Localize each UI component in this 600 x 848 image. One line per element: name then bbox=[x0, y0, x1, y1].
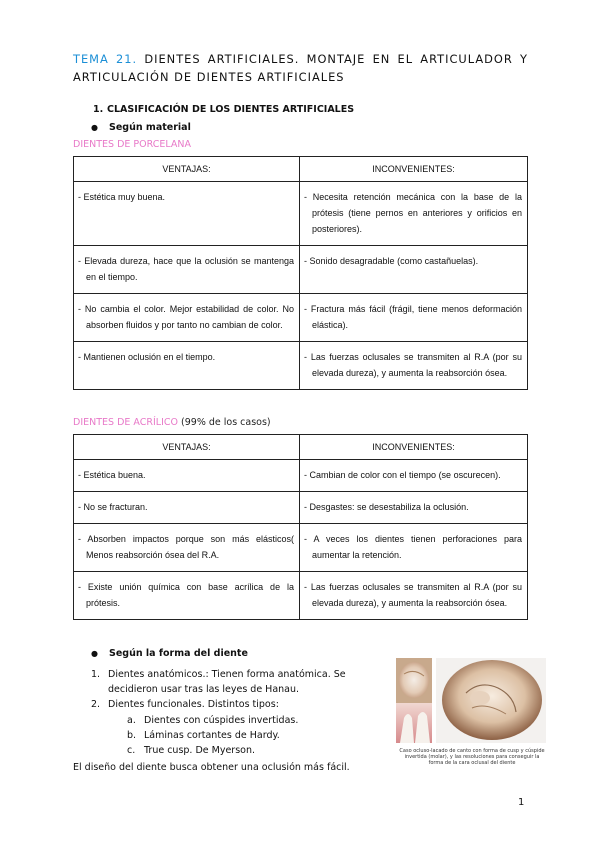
title-text: DIENTES ARTIFICIALES. MONTAJE EN EL ARTICULADOR Y ARTICULACIÓN DE DIENTES ARTIFICIALES bbox=[73, 52, 528, 84]
ventaja-cell: - Estética buena. bbox=[78, 470, 146, 480]
table-row bbox=[74, 524, 528, 572]
sublist-item-text: Dientes con cúspides invertidas. bbox=[144, 715, 299, 726]
sublist-item-text: Láminas cortantes de Hardy. bbox=[144, 730, 280, 741]
tema-number: TEMA 21. bbox=[73, 52, 138, 66]
table-row bbox=[74, 492, 528, 524]
table-row bbox=[74, 342, 528, 390]
table-row bbox=[74, 460, 528, 492]
inconveniente-cell: - Desgastes: se desestabiliza la oclusión. bbox=[304, 502, 469, 512]
col-inconvenientes: INCONVENIENTES: bbox=[300, 435, 528, 460]
table-row bbox=[74, 182, 528, 246]
acrilico-heading-text: DIENTES DE ACRÍLICO bbox=[73, 417, 178, 428]
bullet-material bbox=[91, 122, 191, 133]
closing-sentence: El diseño del diente busca obtener una oclusión más fácil. bbox=[73, 762, 350, 773]
photo-caption: Caso ocluso-lacado de canto con forma de cusp y cúspide invertida (molar), y las resoluciones para conseguir la forma de la cara oclusal del diente bbox=[399, 748, 545, 766]
table-header-row bbox=[74, 157, 528, 182]
bullet-forma-label: Según la forma del diente bbox=[109, 648, 248, 659]
sublist-item-text: True cusp. De Myerson. bbox=[144, 745, 256, 756]
sublist-item: c. True cusp. De Myerson. bbox=[127, 743, 377, 758]
page-number: 1 bbox=[518, 797, 525, 808]
acrilico-note: (99% de los casos) bbox=[178, 417, 271, 428]
table-header-row bbox=[74, 435, 528, 460]
col-ventajas: VENTAJAS: bbox=[74, 157, 300, 182]
inconveniente-cell: - Las fuerzas oclusales se transmiten al R.A (por su elevada dureza), y aumenta la reabsorción ósea. bbox=[304, 582, 522, 608]
ventaja-cell: - No cambia el color. Mejor estabilidad de color. No absorben fluidos y por tanto no cambian de color. bbox=[78, 304, 294, 330]
list-item-text: Dientes funcionales. Distintos tipos: bbox=[108, 699, 279, 710]
ventaja-cell: - Existe unión química con base acrílica de la prótesis. bbox=[78, 582, 294, 608]
porcelana-heading: DIENTES DE PORCELANA bbox=[73, 139, 192, 150]
porcelana-table bbox=[73, 156, 528, 390]
section-number: 1. bbox=[93, 104, 104, 115]
inconveniente-cell: - Las fuerzas oclusales se transmiten al R.A (por su elevada dureza), y aumenta la reabsorción ósea. bbox=[304, 352, 522, 378]
section-label: CLASIFICACIÓN DE LOS DIENTES ARTIFICIALES bbox=[107, 104, 355, 115]
acrilico-table bbox=[73, 434, 528, 620]
bullet-forma bbox=[91, 648, 248, 659]
section-heading bbox=[93, 104, 354, 115]
ventaja-cell: - Elevada dureza, hace que la oclusión se mantenga en el tiempo. bbox=[78, 256, 294, 282]
inconveniente-cell: - Cambian de color con el tiempo (se oscurecen). bbox=[304, 470, 501, 480]
ventaja-cell: - Absorben impactos porque son más elásticos( Menos reabsorción ósea del R.A. bbox=[78, 534, 294, 560]
table-row bbox=[74, 572, 528, 620]
list-item: 1. Dientes anatómicos.: Tienen forma anatómica. Se decidieron usar tras las leyes de Hanau. bbox=[91, 667, 391, 697]
page-title bbox=[73, 50, 528, 86]
acrilico-heading bbox=[73, 417, 271, 428]
ventaja-cell: - Mantienen oclusión en el tiempo. bbox=[78, 352, 216, 362]
teeth-photos bbox=[396, 658, 548, 748]
list-item: 2. Dientes funcionales. Distintos tipos: bbox=[91, 697, 391, 712]
ventaja-cell: - Estética muy buena. bbox=[78, 192, 166, 202]
bullet-material-label: Según material bbox=[109, 122, 191, 133]
inconveniente-cell: - A veces los dientes tienen perforaciones para aumentar la retención. bbox=[304, 534, 522, 560]
bullet-icon: ● bbox=[91, 649, 98, 658]
inconveniente-cell: - Fractura más fácil (frágil, tiene menos deformación elástica). bbox=[304, 304, 522, 330]
col-inconvenientes: INCONVENIENTES: bbox=[300, 157, 528, 182]
inconveniente-cell: - Necesita retención mecánica con la base de la prótesis (tiene pernos en anteriores y orificios en posteriores). bbox=[304, 192, 522, 234]
table-row bbox=[74, 246, 528, 294]
sublist-item: a. Dientes con cúspides invertidas. bbox=[127, 713, 377, 728]
sublist-item: b. Láminas cortantes de Hardy. bbox=[127, 728, 377, 743]
bullet-icon: ● bbox=[91, 123, 98, 132]
col-ventajas: VENTAJAS: bbox=[74, 435, 300, 460]
table-row bbox=[74, 294, 528, 342]
ventaja-cell: - No se fracturan. bbox=[78, 502, 148, 512]
inconveniente-cell: - Sonido desagradable (como castañuelas). bbox=[304, 256, 479, 266]
list-item-text: Dientes anatómicos.: Tienen forma anatómica. Se decidieron usar tras las leyes de Hanau. bbox=[108, 669, 346, 695]
